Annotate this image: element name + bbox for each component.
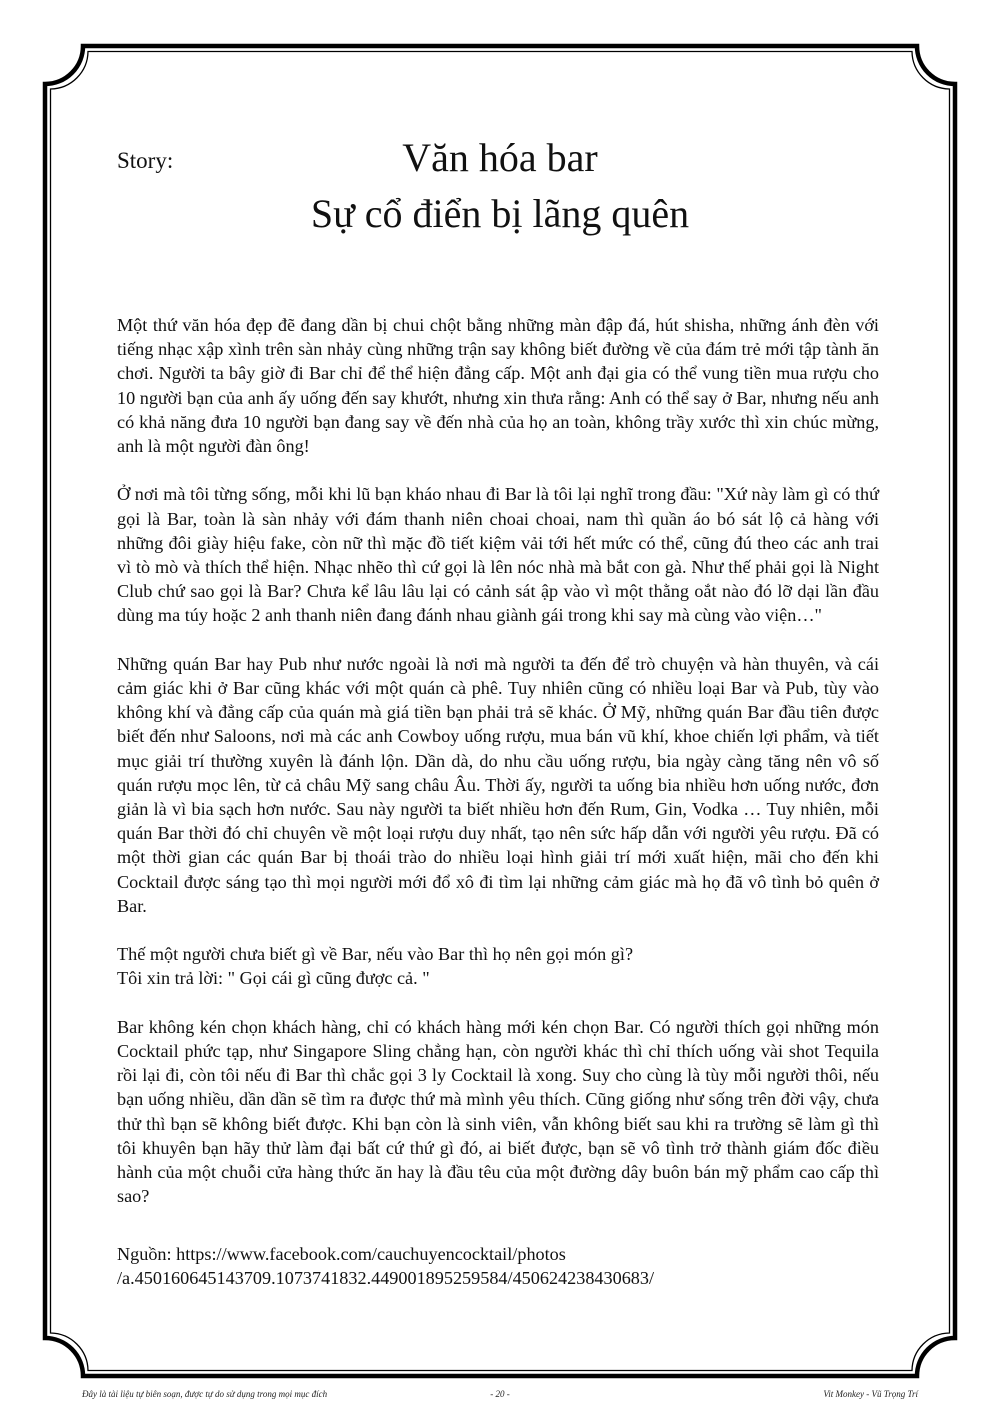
title-line-1: Văn hóa bar — [402, 135, 598, 180]
source-line-1: Nguồn: https://www.facebook.com/cauchuyencocktail/photos — [117, 1244, 566, 1264]
paragraph-2: Ở nơi mà tôi từng sống, mỗi khi lũ bạn kháo nhau đi Bar là tôi lại nghĩ trong đầu: "Xứ này làm gì có thứ gọi là Bar, toàn là sàn nhảy với đám thanh niên choai choai, nam thì quần áo bó sát lộ cả hàng với những đôi giày hiệu fake, còn nữ thì mặc đồ tiết kiệm vải tới hết mức có thể, cũng đú theo các anh trai vì tò mò và thích thể hiện. Nhạc nhẽo thì cứ gọi là lên nóc nhà mà bắt con gà. Như thế phải gọi là Night Club chứ sao gọi là Bar? Chưa kể lâu lâu lại có cảnh sát ập vào vì một thằng oắt nào đó lỡ dại lần đầu dùng ma túy hoặc 2 anh thanh niên đang đánh nhau giành gái trong khi say mà cùng vào viện…" — [117, 484, 879, 626]
paragraph-4: Bar không kén chọn khách hàng, chỉ có khách hàng mới kén chọn Bar. Có người thích gọi những món Cocktail phức tạp, như Singapore Sling chẳng hạn, còn người khác thì chỉ thích uống vài shot Tequila rồi lại đi, còn tôi nếu đi Bar thì chắc gọi 3 ly Cocktail là xong. Suy cho cùng là tùy mỗi người thôi, nếu bạn uống nhiều, dần dần sẽ tìm ra được thứ mà mình yêu thích. Cũng giống như sống trên đời vậy, chưa thử thì bạn sẽ không biết được. Khi bạn còn là sinh viên, vẫn không biết sau khi ra trường sẽ làm gì thì tôi khuyên bạn hãy thử làm đại bất cứ thứ gì đó, ai biết được, bạn sẽ vô tình trở thành giám đốc điều hành của một chuỗi cửa hàng thức ăn hay là đầu têu của một đường dây buôn bán mỹ phẩm cao cấp thì sao? — [117, 1016, 879, 1207]
answer-line: Tôi xin trả lời: " Gọi cái gì cũng được cả. " — [117, 968, 430, 989]
question-line: Thế một người chưa biết gì về Bar, nếu vào Bar thì họ nên gọi món gì? — [117, 944, 634, 965]
article-body — [117, 313, 879, 1233]
footer-author: Vit Monkey - Vũ Trọng Trí — [823, 1389, 918, 1399]
paragraph-1: Một thứ văn hóa đẹp đẽ đang dần bị chui chột bằng những màn đập đá, hút shisha, những ánh đèn với tiếng nhạc xập xình trên sàn nhảy cùng những trận say không biết đường về của đám trẻ mới tập tành ăn chơi. Người ta bây giờ đi Bar chỉ để thể hiện đẳng cấp. Một anh đại gia có thể vung tiền mua rượu cho 10 người bạn của anh ấy uống đến say khướt, nhưng xin thưa rằng: Anh có thể say ở Bar, nhưng nếu anh có khả năng đưa 10 người bạn đang say về đến nhà của họ an toàn, không trầy xước thì xin chúc mừng, anh là một người đàn ông! — [117, 315, 879, 457]
source-line-2: /a.450160645143709.1073741832.449001895259584/450624238430683/ — [117, 1268, 655, 1289]
story-label: Story: — [117, 148, 174, 173]
source-citation — [117, 1242, 654, 1290]
title-line-2: Sự cổ điển bị lãng quên — [310, 191, 690, 236]
page-title — [250, 130, 750, 242]
footer-disclaimer: Đây là tài liệu tự biên soạn, được tự do sử dụng trong mọi mục đích — [82, 1389, 328, 1399]
paragraph-3: Những quán Bar hay Pub như nước ngoài là nơi mà người ta đến để trò chuyện và hàn thuyên, và cái cảm giác khi ở Bar cũng khác với một quán cà phê. Tuy nhiên cũng có nhiều loại Bar và Pub, tùy vào không khí và đẳng cấp của quán mà giá tiền bạn phải trả sẽ khác. Ở Mỹ, những quán Bar đầu tiên được biết đến như Saloons, nơi mà các anh Cowboy uống rượu, mua bán vũ khí, khoe chiến lợi phẩm, và tiết mục giải trí thường xuyên là đánh lộn. Dần dà, do nhu cầu uống rượu, bia ngày càng tăng nên vô số quán rượu mọc lên, từ cả châu Mỹ sang châu Âu. Thời ấy, người ta uống bia nhiều hơn uống nước, đơn giản là vì bia sạch hơn nước. Sau này người ta biết nhiều hơn đến Rum, Gin, Vodka … Tuy nhiên, mỗi quán Bar thời đó chỉ chuyên về một loại rượu duy nhất, tạo nên sức hấp dẫn với người yêu rượu. Đã có một thời gian các quán Bar bị thoái trào do nhiều loại hình giải trí mới xuất hiện, mãi cho đến khi Cocktail được sáng tạo thì mọi người mới đổ xô đi tìm lại những cảm giác mà họ đã vô tình bỏ quên ở Bar. — [117, 653, 879, 916]
footer-page-number: - 20 - — [490, 1389, 510, 1399]
